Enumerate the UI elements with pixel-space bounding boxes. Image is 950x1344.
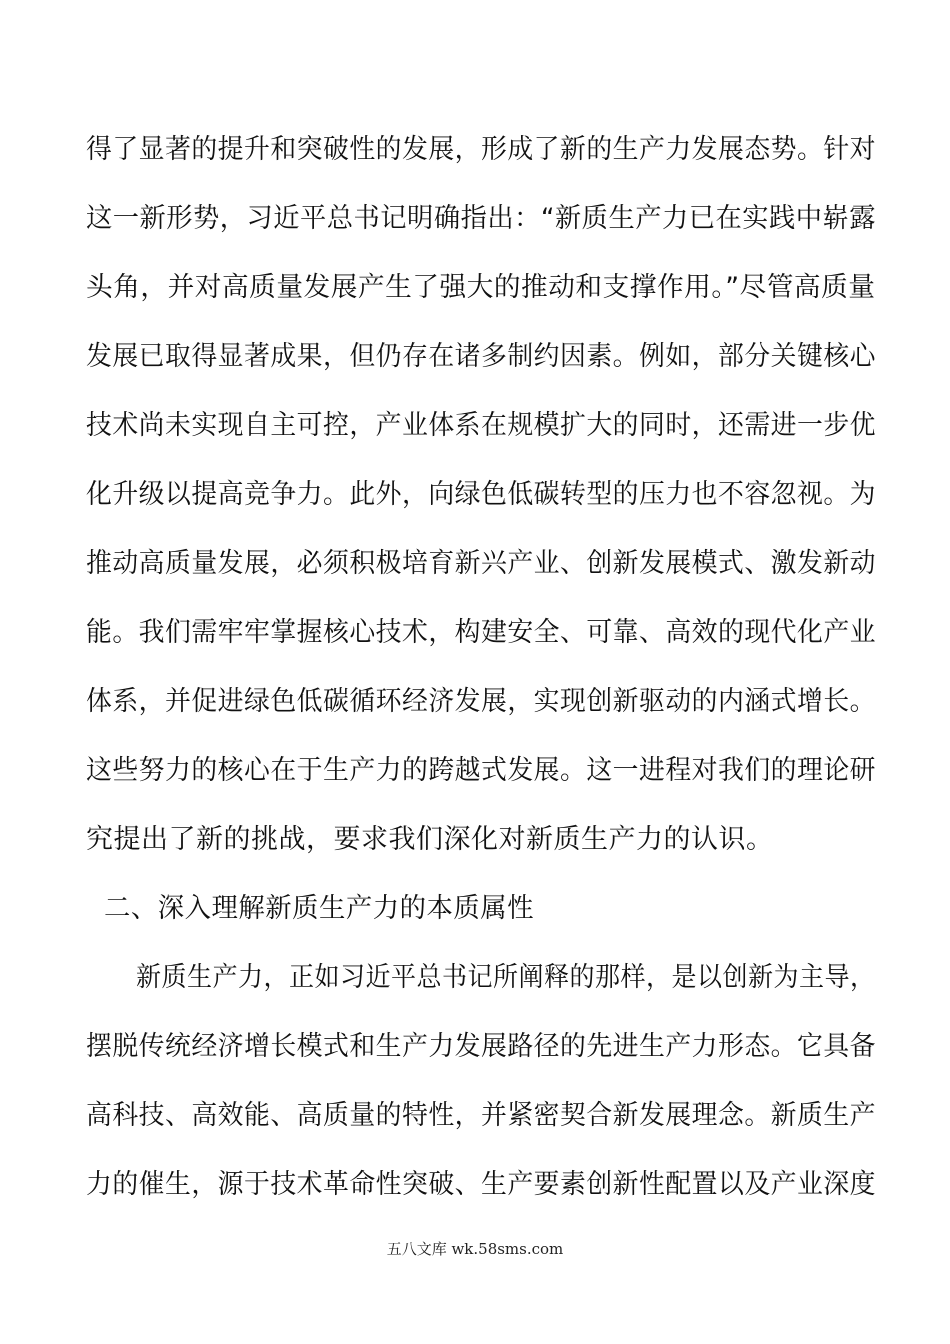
paragraph-1-line: 究提出了新的挑战，要求我们深化对新质生产力的认识。	[86, 824, 774, 855]
paragraph-1-line: 能。我们需牢牢掌握核心技术，构建安全、可靠、高效的现代化产业	[86, 617, 876, 648]
section-heading: 二、深入理解新质生产力的本质属性	[104, 893, 534, 924]
paragraph-1-line: 这些努力的核心在于生产力的跨越式发展。这一进程对我们的理论研	[86, 755, 876, 786]
paragraph-1-line: 推动高质量发展，必须积极培育新兴产业、创新发展模式、激发新动	[86, 548, 876, 579]
paragraph-1-line: 技术尚未实现自主可控，产业体系在规模扩大的同时，还需进一步优	[86, 410, 876, 441]
paragraph-1-line: 头角，并对高质量发展产生了强大的推动和支撑作用。”尽管高质量	[86, 272, 876, 303]
paragraph-1-line: 这一新形势，习近平总书记明确指出：“新质生产力已在实践中崭露	[86, 203, 876, 234]
paragraph-2-line: 新质生产力，正如习近平总书记所阐释的那样，是以创新为主导，	[136, 962, 876, 993]
paragraph-2-line: 力的催生，源于技术革命性突破、生产要素创新性配置以及产业深度	[86, 1169, 876, 1200]
paragraph-2-line: 摆脱传统经济增长模式和生产力发展路径的先进生产力形态。它具备	[86, 1031, 876, 1062]
paragraph-1-line: 体系，并促进绿色低碳循环经济发展，实现创新驱动的内涵式增长。	[86, 686, 876, 717]
paragraph-1-line: 发展已取得显著成果，但仍存在诸多制约因素。例如，部分关键核心	[86, 341, 876, 372]
paragraph-1-line: 化升级以提高竞争力。此外，向绿色低碳转型的压力也不容忽视。为	[86, 479, 876, 510]
paragraph-2-line: 高科技、高效能、高质量的特性，并紧密契合新发展理念。新质生产	[86, 1100, 876, 1131]
page-footer-watermark: 五八文库 wk.58sms.com	[386, 1240, 564, 1258]
paragraph-1-line: 得了显著的提升和突破性的发展，形成了新的生产力发展态势。针对	[86, 134, 876, 165]
